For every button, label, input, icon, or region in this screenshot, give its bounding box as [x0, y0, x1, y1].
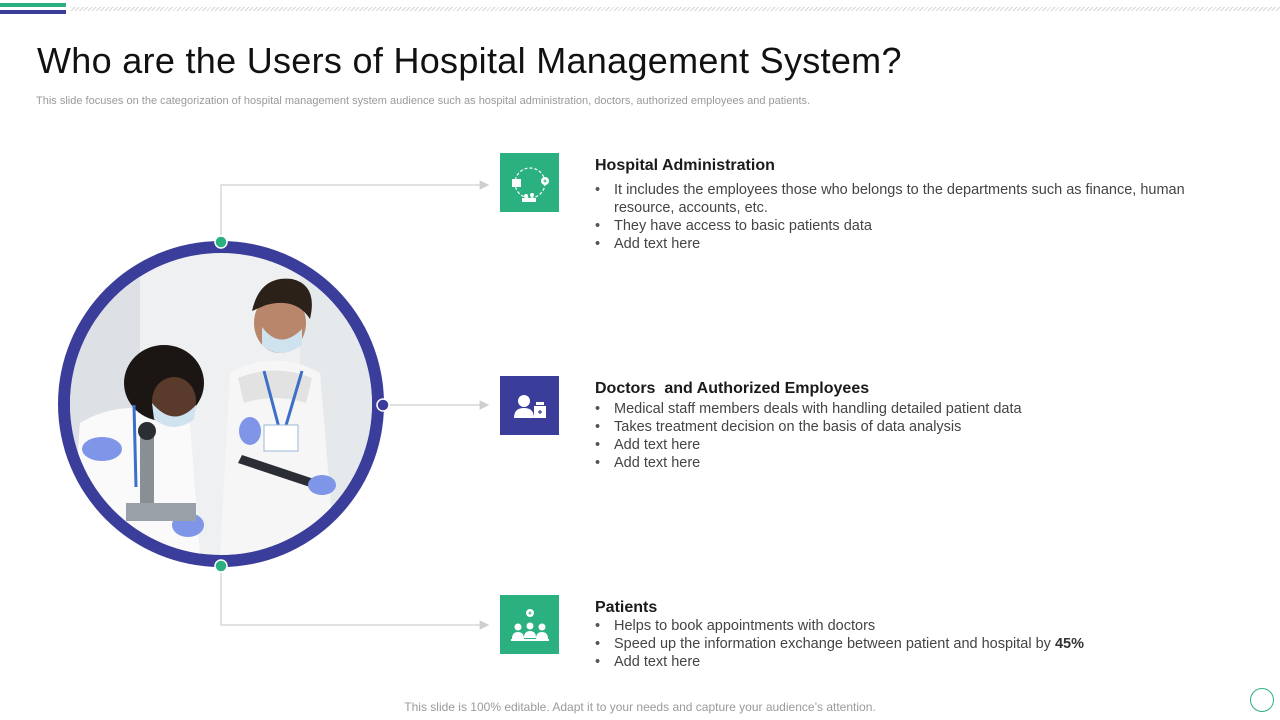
hospital-admin-icon [500, 153, 559, 212]
bullet-item: • Add text here [595, 436, 1205, 454]
bullet-item: • Medical staff members deals with handling detailed patient data [595, 400, 1205, 418]
photo-circle-frame [58, 241, 384, 567]
card-title: Doctors and Authorized Employees [595, 380, 870, 397]
bullet-item: • It includes the employees those who belongs to the departments such as finance, human resource, accounts, etc. [595, 181, 1205, 217]
corner-circle-icon [1250, 688, 1274, 712]
lab-scientists-photo [70, 253, 372, 555]
bullet-item: • Add text here [595, 653, 1205, 671]
patients-icon [500, 595, 559, 654]
connector-top [221, 185, 488, 242]
slide-subtitle: This slide focuses on the categorization of hospital management system audience such as hospital administration, doctors, authorized employees and patients. [36, 95, 811, 107]
connector-bottom [221, 566, 488, 625]
bullet-text: Speed up the information exchange between patient and hospital by [614, 636, 1055, 652]
bullet-item: • Add text here [595, 235, 1205, 253]
card-title: Patients [595, 599, 658, 616]
bullet-list [595, 181, 1205, 253]
bullet-item: • Takes treatment decision on the basis of data analysis [595, 418, 1205, 436]
highlight-percent: 45% [1054, 636, 1084, 652]
bullet-item: • Helps to book appointments with doctors [595, 617, 1205, 635]
doctor-icon [500, 376, 559, 435]
bullet-list [595, 400, 1205, 472]
bullet-item: • They have access to basic patients data [595, 217, 1205, 235]
bullet-item [595, 635, 1205, 653]
card-title: Hospital Administration [595, 157, 775, 174]
bullet-item: • Add text here [595, 454, 1205, 472]
slide-footer: This slide is 100% editable. Adapt it to your needs and capture your audience’s attention. [404, 700, 876, 714]
bullet-list [595, 617, 1205, 671]
slide-title: Who are the Users of Hospital Management System? [37, 40, 902, 81]
